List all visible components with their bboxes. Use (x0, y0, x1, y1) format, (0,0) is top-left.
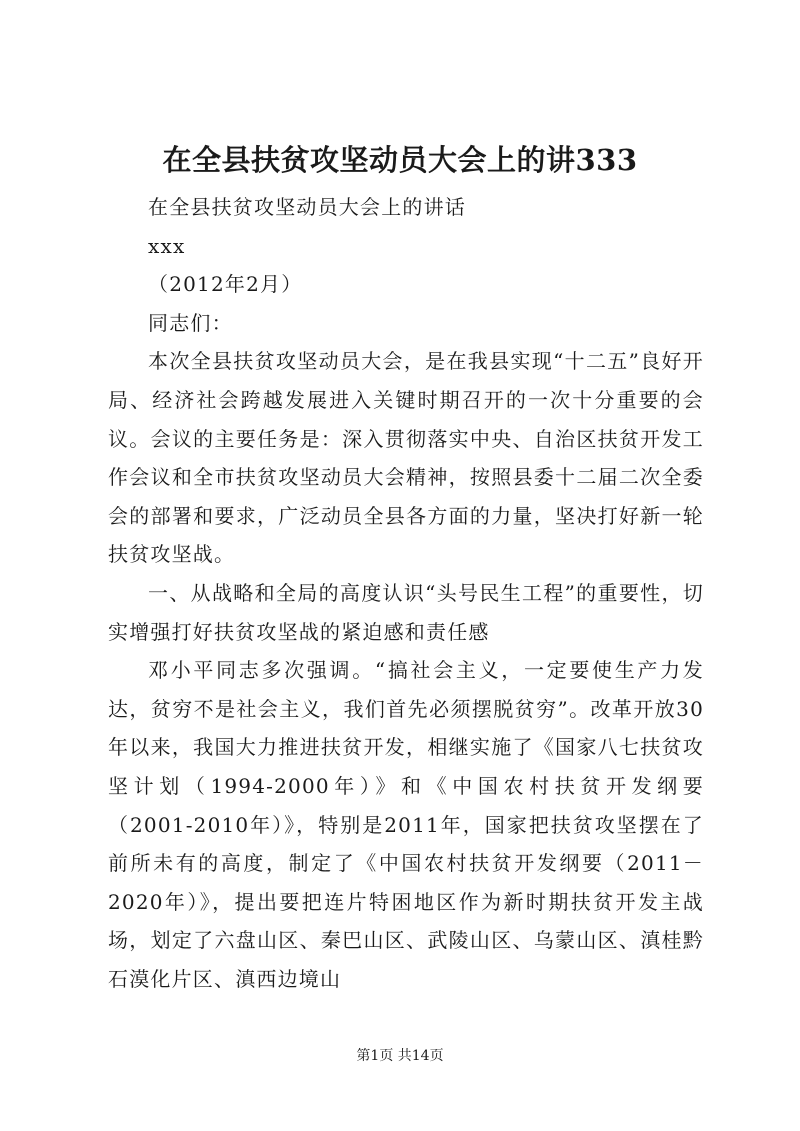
body-paragraph: 邓小平同志多次强调。“搞社会主义，一定要使生产力发达，贫穷不是社会主义，我们首先必须摆脱贫穷”。改革开放30年以来，我国大力推进扶贫开发，相继实施了《国家八七扶贫攻坚计划（1994-2000年）》和《中国农村扶贫开发纲要（2001-2010年）》，特别是2011年，国家把扶贫攻坚摆在了前所未有的高度，制定了《中国农村扶贫开发纲要（2011－2020年）》，提出要把连片特困地区作为新时期扶贫开发主战场，划定了六盘山区、秦巴山区、武陵山区、乌蒙山区、滇桂黔石漠化片区、滇西边境山 (108, 658, 704, 991)
document-body (108, 188, 704, 998)
body-paragraph: 本次全县扶贫攻坚动员大会，是在我县实现“十二五”良好开局、经济社会跨越发展进入关键时期召开的一次十分重要的会议。会议的主要任务是：深入贯彻落实中央、自治区扶贫开发工作会议和全市扶贫攻坚动员大会精神，按照县委十二届二次全委会的部署和要求，广泛动员全县各方面的力量，坚决打好新一轮扶贫攻坚战。 (108, 349, 704, 567)
speech-date: （2012年2月） (148, 272, 303, 297)
speech-subtitle: 在全县扶贫攻坚动员大会上的讲话 (148, 195, 466, 219)
section-heading: 一、从战略和全局的高度认识“头号民生工程”的重要性，切实增强打好扶贫攻坚战的紧迫感和责任感 (108, 580, 704, 644)
page-footer: 第1页 共14页 (356, 1048, 444, 1064)
document-title: 在全县扶贫攻坚动员大会上的讲333 (162, 143, 638, 177)
salutation: 同志们： (148, 310, 233, 335)
speaker-name: xxx (148, 233, 186, 258)
